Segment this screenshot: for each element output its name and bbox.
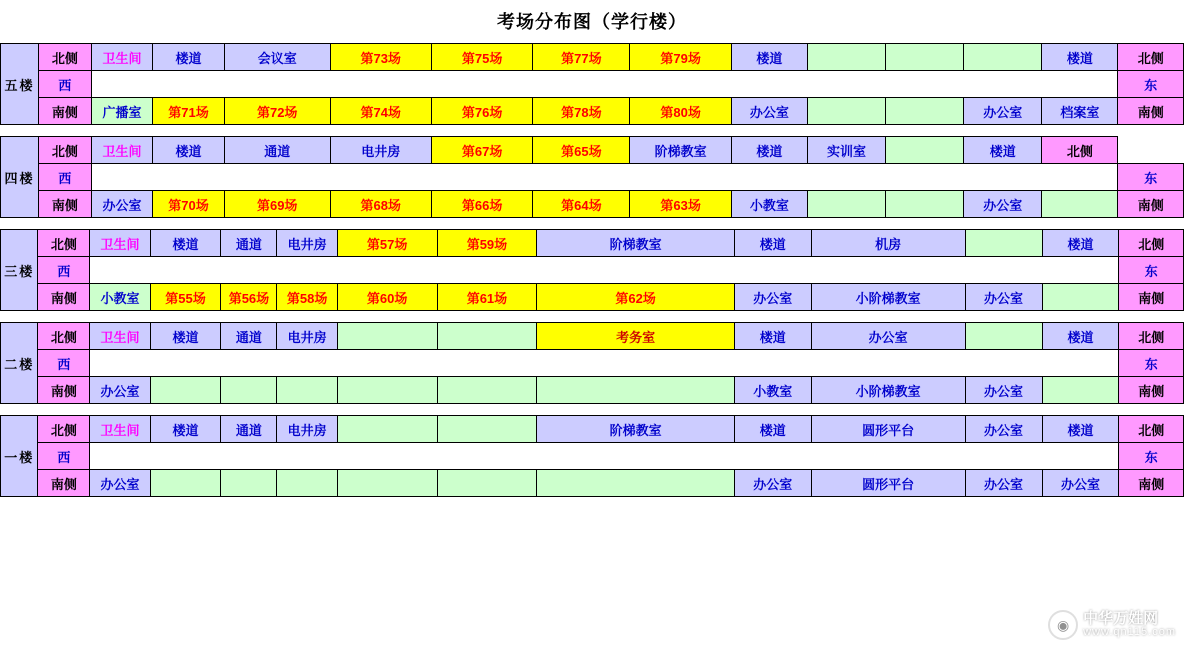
empty-room-cell: [277, 470, 337, 497]
room-cell: 南侧: [1119, 470, 1184, 497]
direction-west-label: 西: [39, 164, 92, 191]
floor-south-row: [1, 191, 1184, 218]
room-cell: 楼道: [150, 323, 221, 350]
floor-spacer: [0, 125, 1184, 136]
empty-room-cell: [807, 44, 885, 71]
room-cell: 楼道: [1042, 416, 1119, 443]
watermark: [1048, 610, 1176, 640]
room-cell: 卫生间: [90, 323, 150, 350]
floor-table: [0, 43, 1184, 125]
room-cell: 第71场: [153, 98, 225, 125]
room-cell: 卫生间: [90, 230, 150, 257]
room-cell: 第55场: [150, 284, 221, 311]
room-cell: 第56场: [221, 284, 277, 311]
room-cell: 北侧: [1119, 416, 1184, 443]
room-cell: 卫生间: [90, 416, 150, 443]
room-cell: 圆形平台: [811, 416, 965, 443]
empty-room-cell: [537, 470, 735, 497]
empty-room-cell: [886, 44, 964, 71]
empty-room-cell: [337, 470, 437, 497]
room-cell: 第80场: [630, 98, 731, 125]
room-cell: 楼道: [1042, 323, 1119, 350]
room-cell: 办公室: [965, 284, 1042, 311]
room-cell: 阶梯教室: [537, 230, 735, 257]
corridor-space: [90, 257, 1119, 284]
room-cell: 办公室: [964, 191, 1042, 218]
room-cell: 南侧: [38, 284, 90, 311]
room-cell: 第77场: [533, 44, 630, 71]
room-cell: 南侧: [39, 191, 92, 218]
room-cell: 阶梯教室: [630, 137, 731, 164]
room-cell: 北侧: [1119, 230, 1184, 257]
floor-north-row: [1, 416, 1184, 443]
room-cell: 办公室: [965, 470, 1042, 497]
room-cell: 北侧: [1119, 323, 1184, 350]
room-cell: 楼道: [734, 230, 811, 257]
floor-table: [0, 415, 1184, 497]
room-cell: 第67场: [431, 137, 532, 164]
room-cell: 第69场: [224, 191, 330, 218]
room-cell: 第57场: [337, 230, 437, 257]
direction-west-label: 西: [38, 350, 90, 377]
floor-corridor-row: [1, 257, 1184, 284]
floor-north-row: [1, 44, 1184, 71]
room-cell: 会议室: [224, 44, 330, 71]
room-cell: 楼道: [150, 416, 221, 443]
room-cell: 办公室: [91, 191, 152, 218]
room-cell: 楼道: [1042, 230, 1119, 257]
floor-label: 三楼: [1, 230, 38, 311]
floor-corridor-row: [1, 71, 1184, 98]
empty-room-cell: [150, 470, 221, 497]
room-cell: 北侧: [1118, 44, 1184, 71]
room-cell: 小教室: [90, 284, 150, 311]
room-cell: 通道: [221, 416, 277, 443]
direction-east-label: 东: [1119, 350, 1184, 377]
floor-corridor-row: [1, 443, 1184, 470]
room-cell: 小教室: [734, 377, 811, 404]
room-cell: 楼道: [731, 137, 807, 164]
room-cell: 楼道: [731, 44, 807, 71]
direction-east-label: 东: [1119, 257, 1184, 284]
room-cell: 档案室: [1042, 98, 1118, 125]
floor-south-row: [1, 377, 1184, 404]
room-cell: 北侧: [38, 230, 90, 257]
room-cell: 第60场: [337, 284, 437, 311]
room-cell: 第78场: [533, 98, 630, 125]
empty-room-cell: [437, 323, 537, 350]
room-cell: 办公室: [731, 98, 807, 125]
floor-corridor-row: [1, 164, 1184, 191]
watermark-text: [1083, 611, 1176, 638]
floor-north-row: [1, 230, 1184, 257]
corridor-space: [90, 350, 1119, 377]
room-cell: 第76场: [431, 98, 532, 125]
room-cell: 楼道: [1042, 44, 1118, 71]
room-cell: 楼道: [150, 230, 221, 257]
room-cell: 第75场: [431, 44, 532, 71]
room-cell: 南侧: [1118, 191, 1184, 218]
empty-room-cell: [337, 416, 437, 443]
room-cell: 第65场: [533, 137, 630, 164]
room-cell: 第72场: [224, 98, 330, 125]
empty-room-cell: [277, 377, 337, 404]
empty-room-cell: [437, 416, 537, 443]
corridor-space: [90, 443, 1119, 470]
room-cell: 南侧: [1119, 377, 1184, 404]
empty-room-cell: [537, 377, 735, 404]
watermark-main: 中华万姓网: [1083, 610, 1159, 628]
floor-spacer: [0, 311, 1184, 322]
room-cell: 第63场: [630, 191, 731, 218]
floor-table: [0, 136, 1184, 218]
empty-room-cell: [807, 191, 885, 218]
floor-label: 一楼: [1, 416, 38, 497]
room-cell: 第58场: [277, 284, 337, 311]
empty-room-cell: [886, 137, 964, 164]
room-cell: 广播室: [91, 98, 152, 125]
room-cell: 第62场: [537, 284, 735, 311]
room-cell: 第68场: [330, 191, 431, 218]
room-cell: 卫生间: [91, 137, 152, 164]
room-cell: 小阶梯教室: [811, 377, 965, 404]
direction-east-label: 东: [1119, 443, 1184, 470]
room-cell: 北侧: [1042, 137, 1118, 164]
floor-label: 五楼: [1, 44, 39, 125]
floor-spacer: [0, 218, 1184, 229]
floor-south-row: [1, 470, 1184, 497]
room-cell: 楼道: [153, 137, 225, 164]
empty-room-cell: [965, 323, 1042, 350]
empty-room-cell: [221, 470, 277, 497]
floor-south-row: [1, 98, 1184, 125]
room-cell: 北侧: [38, 416, 90, 443]
room-cell: 通道: [224, 137, 330, 164]
floor-spacer: [0, 404, 1184, 415]
room-cell: 楼道: [734, 416, 811, 443]
empty-room-cell: [964, 44, 1042, 71]
room-cell: 北侧: [39, 44, 92, 71]
room-cell: 办公室: [90, 377, 150, 404]
room-cell: 办公室: [965, 377, 1042, 404]
direction-west-label: 西: [38, 257, 90, 284]
room-cell: 卫生间: [91, 44, 152, 71]
empty-room-cell: [1042, 191, 1118, 218]
empty-room-cell: [337, 323, 437, 350]
direction-east-label: 东: [1118, 164, 1184, 191]
room-cell: 楼道: [153, 44, 225, 71]
room-cell: 圆形平台: [811, 470, 965, 497]
empty-room-cell: [221, 377, 277, 404]
room-cell: 机房: [811, 230, 965, 257]
direction-west-label: 西: [39, 71, 92, 98]
globe-icon: ◉: [1048, 610, 1078, 640]
watermark-sub: www.qn115.com: [1083, 626, 1176, 639]
corridor-space: [91, 164, 1118, 191]
room-cell: 南侧: [38, 377, 90, 404]
room-cell: 电井房: [277, 416, 337, 443]
empty-room-cell: [965, 230, 1042, 257]
room-cell: 办公室: [1042, 470, 1119, 497]
room-cell: 办公室: [964, 98, 1042, 125]
room-cell: 南侧: [1119, 284, 1184, 311]
room-cell: 南侧: [39, 98, 92, 125]
room-cell: 第70场: [153, 191, 225, 218]
empty-room-cell: [886, 191, 964, 218]
empty-room-cell: [437, 377, 537, 404]
room-cell: 小阶梯教室: [811, 284, 965, 311]
room-cell: 通道: [221, 230, 277, 257]
room-cell: 楼道: [964, 137, 1042, 164]
direction-east-label: 东: [1118, 71, 1184, 98]
floor-table: [0, 229, 1184, 311]
room-cell: 第61场: [437, 284, 537, 311]
floor-north-row: [1, 323, 1184, 350]
room-cell: 电井房: [277, 230, 337, 257]
empty-room-cell: [1042, 284, 1119, 311]
empty-room-cell: [150, 377, 221, 404]
room-cell: 第64场: [533, 191, 630, 218]
room-cell: 办公室: [811, 323, 965, 350]
room-cell: 第79场: [630, 44, 731, 71]
empty-room-cell: [886, 98, 964, 125]
room-cell: 办公室: [965, 416, 1042, 443]
room-cell: 北侧: [39, 137, 92, 164]
floor-corridor-row: [1, 350, 1184, 377]
room-cell: 通道: [221, 323, 277, 350]
room-cell: 南侧: [1118, 98, 1184, 125]
room-cell: 楼道: [734, 323, 811, 350]
room-cell: 北侧: [38, 323, 90, 350]
floor-south-row: [1, 284, 1184, 311]
floors-container: [0, 43, 1184, 497]
room-cell: 电井房: [277, 323, 337, 350]
floor-table: [0, 322, 1184, 404]
room-cell: 电井房: [330, 137, 431, 164]
room-cell: 第73场: [330, 44, 431, 71]
room-cell: 实训室: [807, 137, 885, 164]
room-cell: 阶梯教室: [537, 416, 735, 443]
direction-west-label: 西: [38, 443, 90, 470]
room-cell: 第74场: [330, 98, 431, 125]
page-title: 考场分布图（学行楼）: [497, 12, 687, 32]
room-cell: 南侧: [38, 470, 90, 497]
floor-north-row: [1, 137, 1184, 164]
room-cell: 办公室: [734, 284, 811, 311]
floor-label: 二楼: [1, 323, 38, 404]
room-cell: 第59场: [437, 230, 537, 257]
room-cell: 考务室: [537, 323, 735, 350]
room-cell: 小教室: [731, 191, 807, 218]
room-cell: 第66场: [431, 191, 532, 218]
empty-room-cell: [1042, 377, 1119, 404]
empty-room-cell: [437, 470, 537, 497]
room-cell: 办公室: [90, 470, 150, 497]
floor-label: 四楼: [1, 137, 39, 218]
empty-room-cell: [807, 98, 885, 125]
empty-room-cell: [337, 377, 437, 404]
room-cell: 办公室: [734, 470, 811, 497]
corridor-space: [91, 71, 1118, 98]
